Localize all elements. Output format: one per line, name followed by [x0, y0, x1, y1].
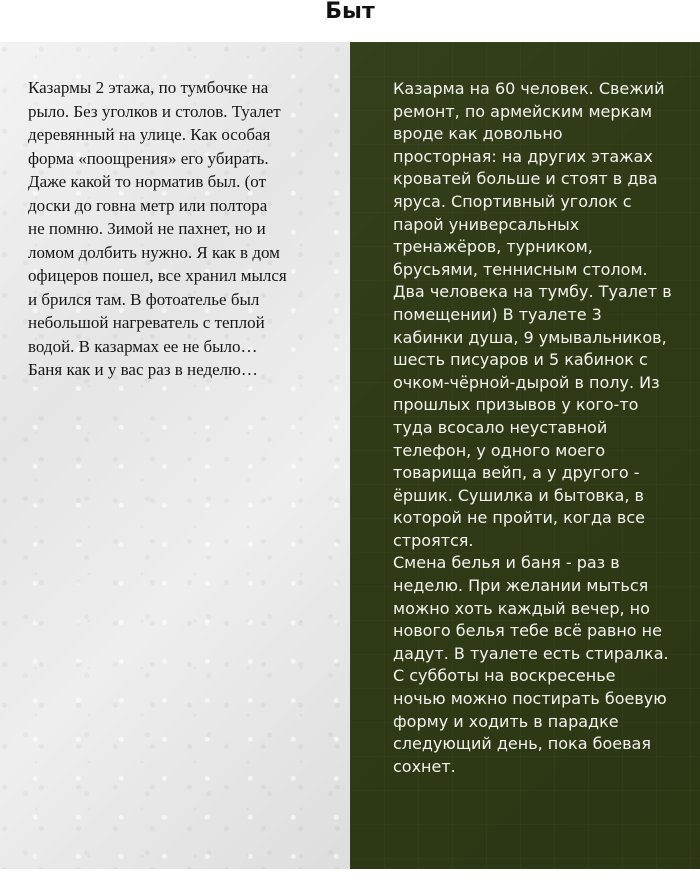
left-paragraph: Казармы 2 этажа, по тумбочке на рыло. Без уголков и столов. Туалет деревянный на улице. Как особая форма «поощрения» его убирать. Даже какой то норматив был. (от доски до говна метр или полтора не помню. Зимой не пахнет, но и ломом долбить нужно. Я как в дом офицеров пошел, все хранил мылся и брился там. В фотоателье был небольшой нагреватель с теплой водой. В казармах ее не было… Баня как и у вас раз в неделю… — [28, 78, 287, 379]
right-paragraph: Казарма на 60 человек. Свежий ремонт, по армейским меркам вроде как довольно просторная: на других этажах кроватей больше и стоят в два яруса. Спортивный уголок с парой универсальных тренажёров, турником, брусьями, теннисным столом. Два человека на тумбу. Туалет в помещении) В туалете 3 кабинки душа, 9 умывальников, шесть писуаров и 5 кабинок с очком-чёрной-дырой в полу. Из прошлых призывов у кого-то туда всосало неуставной телефон, у одного моего товарища вейп, а у другого - ёршик. Сушилка и бытовка, в которой не пройти, когда все строятся. Смена белья и баня - раз в неделю. При желании мыться можно хоть каждый вечер, но нового белья тебе всё равно не дадут. В туалете есть стиралка. С субботы на воскресенье ночью можно постирать боевую форму и ходить в парадке следующий день, пока боевая сохнет. — [393, 79, 672, 776]
page-title: Быт — [325, 0, 375, 24]
header — [0, 0, 700, 42]
bottom-strip — [0, 869, 700, 881]
